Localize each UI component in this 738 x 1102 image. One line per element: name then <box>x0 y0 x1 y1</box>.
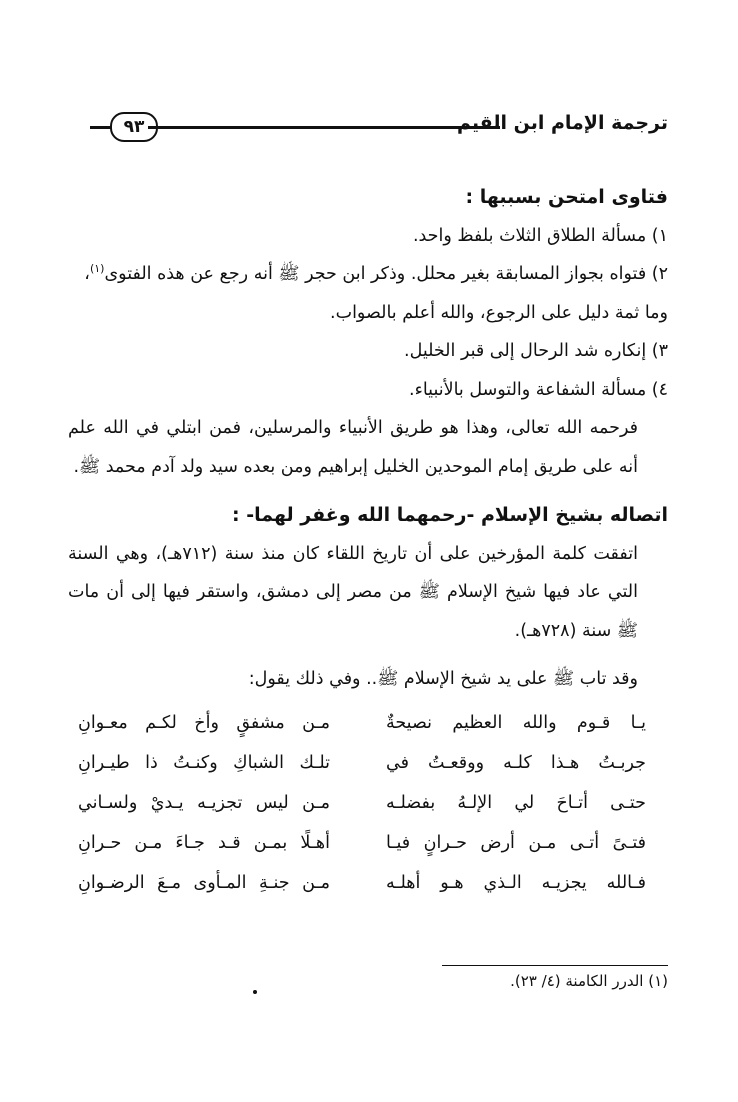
list-item: ٢) فتواه بجواز المسابقة بغير محلل. وذكر ابن حجر ﷺ أنه رجع عن هذه الفتوى$^{(١)}$، <box>84 262 668 284</box>
body-paragraph: اتفقت كلمة المؤرخين على أن تاريخ اللقاء كان منذ سنة (٧١٢هـ)، وهي السنة التي عاد فيها شيخ الإسلام ﷺ من مصر إلى دمشق، واستقر فيها إلى أن مات ﷺ سنة (٧٢٨هـ). <box>68 543 638 641</box>
verse-second-hemistich: أهـلًا بمـن قـد جـاءَ مـن حـرانِ <box>78 832 330 853</box>
poem-verse <box>68 703 668 743</box>
list-item-text: ٢) فتواه بجواز المسابقة بغير محلل. وذكر ابن حجر ﷺ أنه رجع عن هذه الفتوى <box>104 264 668 284</box>
verse-first-hemistich: جربـتُ هـذا كلـه ووقعـتُ في <box>386 752 646 773</box>
list-item-continuation: وما ثمة دليل على الرجوع، والله أعلم بالصواب. <box>330 302 668 323</box>
main-content <box>68 178 668 903</box>
page-mark <box>253 990 257 994</box>
poem-verse <box>68 823 668 863</box>
verse-first-hemistich: يـا قـوم والله العظيم نصيحةٌ <box>386 712 646 733</box>
page-number: ٩٣ <box>110 112 158 142</box>
list-item: ١) مسألة الطلاق الثلاث بلفظ واحد. <box>412 225 668 246</box>
verse-first-hemistich: فتـىً أتـى مـن أرض حـرانٍ فيـا <box>386 832 646 853</box>
list-item: ٤) مسألة الشفاعة والتوسل بالأنبياء. <box>409 379 668 400</box>
section-heading-fatawa: فتاوى امتحن بسببها : <box>465 186 668 208</box>
poem-intro: وقد تاب ﷺ على يد شيخ الإسلام ﷺ.. وفي ذلك يقول: <box>248 669 638 689</box>
verse-second-hemistich: مـن مشفقٍ وأخ لكـم معـوانِ <box>78 712 330 733</box>
verse-first-hemistich: فـالله يجزيـه الـذي هـو أهلـه <box>386 872 646 893</box>
poem-verse <box>68 863 668 903</box>
running-header <box>90 108 668 148</box>
section-heading-ittisal: اتصاله بشيخ الإسلام -رحمهما الله وغفر لهما- : <box>232 504 668 526</box>
poem-verse <box>68 783 668 823</box>
footnote-marker: (١) <box>89 262 105 276</box>
poem <box>68 703 668 903</box>
list-item: ٣) إنكاره شد الرحال إلى قبر الخليل. <box>404 341 668 361</box>
header-rule-left <box>90 126 112 129</box>
verse-second-hemistich: مـن ليس تجزيـه يـديْ ولسـاني <box>78 792 330 813</box>
closing-paragraph: فرحمه الله تعالى، وهذا هو طريق الأنبياء والمرسلين، فمن ابتلي في الله علم أنه على طريق إمام الموحدين الخليل إبراهيم ومن بعده سيد ولد آدم محمد ﷺ. <box>68 418 638 477</box>
header-rule <box>148 126 500 129</box>
footnote-separator <box>442 965 668 966</box>
footnote: (١) الدرر الكامنة (٤/ ٢٣). <box>510 972 668 990</box>
poem-verse <box>68 743 668 783</box>
verse-first-hemistich: حتـى أتـاحَ لي الإلـهُ بفضلـه <box>386 792 646 813</box>
verse-second-hemistich: تلـك الشباكِ وكنـتُ ذا طيـرانِ <box>78 752 330 773</box>
verse-second-hemistich: مـن جنـةِ المـأوى مـعَ الرضـوانِ <box>78 872 330 893</box>
running-title: ترجمة الإمام ابن القيم <box>457 112 668 134</box>
